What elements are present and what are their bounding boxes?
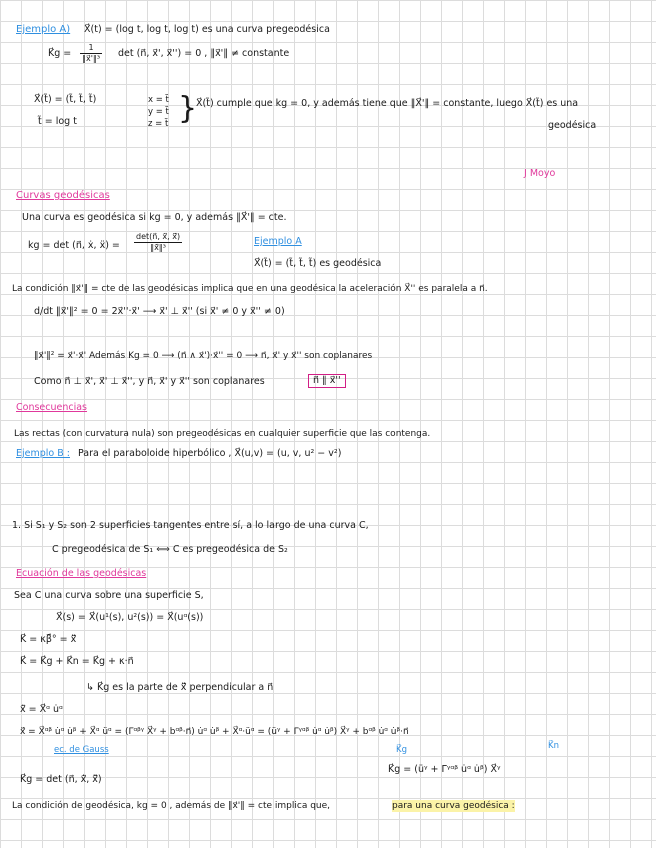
curve-parametrization: X⃗(s) = X⃗(u¹(s), u²(s)) = X⃗(uᵅ(s)) bbox=[56, 612, 204, 623]
kg-brace-label: K⃗g bbox=[396, 745, 407, 755]
gauss-equation-label: ec. de Gauss bbox=[54, 745, 109, 755]
ejemplo-a-geodesic: X⃗(t̃) = (t̃, t̃, t̃) es geodésica bbox=[254, 258, 382, 269]
param-brace: } bbox=[178, 91, 198, 126]
first-derivative: ẋ⃗ = X⃗ᵅ u̇ᵅ bbox=[20, 704, 63, 715]
kg-det-formula: kg = det (n⃗, ẋ, ẍ) = bbox=[28, 240, 120, 251]
curvature-decomposition: K⃗ = K⃗g + K⃗n = K⃗g + κ·n⃗ bbox=[20, 656, 134, 667]
ejemplo-a-ref: Ejemplo A bbox=[254, 236, 302, 247]
derivative-relation: d/dt ‖x⃗'‖² = 0 = 2x⃗''·x⃗' ⟶ x⃗' ⊥ x⃗'' (si x⃗' ≠ 0 y x⃗'' ≠ 0) bbox=[34, 306, 285, 317]
ejemplo-a-title: Ejemplo A) bbox=[16, 24, 71, 35]
author-signature: J Moyo bbox=[524, 168, 556, 179]
second-derivative: ẍ⃗ = X⃗ᵅᵝ u̇ᵅ u̇ᵝ + X⃗ᵅ üᵅ = (Γᵅᵝᵞ X⃗ᵞ + bᵅᵝ·n⃗) u̇ᵅ u̇ᵝ + X⃗ᵅ·üᵅ = (üᵞ + Γᵞᵅᵝ u̇ᵅ u̇ᵝ) X⃗ᵞ + bᵅᵝ u̇ᵅ u̇ᵝ·n⃗ bbox=[20, 727, 409, 737]
geodesic-condition-statement: La condición de geodésica, kg = 0 , además de ‖x⃗'‖ = cte implica que, bbox=[12, 801, 331, 811]
kn-brace-label: K⃗n bbox=[548, 741, 559, 751]
tangent-surfaces-statement: 1. Si S₁ y S₂ son 2 superficies tangentes entre sí, a lo largo de una curva C, bbox=[12, 520, 369, 531]
section-ecuacion-geodesicas: Ecuación de las geodésicas bbox=[16, 568, 147, 579]
kg-det-fraction-den: ‖ẋ⃗‖³ bbox=[150, 243, 167, 252]
kg-det-condition: det (n⃗, x⃗', x⃗'') = 0 , ‖x⃗'‖ ≠ constante bbox=[118, 48, 290, 59]
kg-det-final: K⃗g = det (n⃗, ẋ⃗, ẍ⃗) bbox=[20, 774, 102, 785]
kg-formula-label: K⃗g = bbox=[48, 48, 72, 59]
kg-perpendicular-note: ↳ K⃗g es la parte de ẍ⃗ perpendicular a n⃗ bbox=[86, 682, 274, 693]
consecuencia-rectas: Las rectas (con curvatura nula) son pregeodésicas en cualquier superficie que las contenga. bbox=[14, 429, 431, 439]
n-parallel-box: n⃗ ∥ x⃗'' bbox=[308, 374, 346, 388]
tangent-surfaces-equivalence: C pregeodésica de S₁ ⟺ C es pregeodésica de S₂ bbox=[52, 544, 288, 555]
reparam-t: t̃ = log t bbox=[38, 116, 77, 127]
como-relation: Como n⃗ ⊥ x⃗', x⃗' ⊥ x⃗'', y n⃗, x⃗' y x⃗'' son coplanares bbox=[34, 376, 265, 387]
reparam-conclusion: X⃗(t̃) cumple que kg = 0, y además tiene que ‖X⃗'‖ = constante, luego X⃗(t̃) es una bbox=[196, 98, 579, 109]
section-consecuencias: Consecuencias bbox=[16, 402, 88, 413]
reparam-conclusion-end: geodésica bbox=[548, 120, 597, 131]
param-y: y = t̃ bbox=[148, 107, 169, 117]
kg-det-fraction-num: det(n⃗, ẋ⃗, ẍ⃗) bbox=[136, 232, 181, 241]
kg-fraction-num: 1 bbox=[80, 43, 102, 54]
geodesic-condition-highlight: para una curva geodésica : bbox=[392, 801, 515, 811]
kg-det-fraction bbox=[134, 232, 182, 253]
param-x: x = t̃ bbox=[148, 95, 169, 105]
section-curvas-geodesicas: Curvas geodésicas bbox=[16, 190, 110, 201]
ejemplo-b-paraboloid: Para el paraboloide hiperbólico , X⃗(u,v) = (u, v, u² − v²) bbox=[78, 448, 342, 459]
condition-acceleration: La condición ‖x⃗'‖ = cte de las geodésicas implica que en una geodésica la aceleración X⃗'' es paralela a n⃗. bbox=[12, 284, 488, 294]
kg-christoffel-form: K⃗g = (üᵞ + Γᵞᵅᵝ u̇ᵅ u̇ᵝ) X⃗ᵞ bbox=[388, 764, 501, 775]
curvature-vector: K⃗ = κβ⃗° = ẍ⃗ bbox=[20, 634, 77, 645]
param-z: z = t̃ bbox=[148, 119, 169, 129]
kg-fraction-den: ‖x⃗'‖³ bbox=[82, 54, 101, 63]
curve-on-surface: Sea C una curva sobre una superficie S, bbox=[14, 590, 204, 601]
geodesic-definition: Una curva es geodésica si kg = 0, y además ‖X⃗'‖ = cte. bbox=[22, 212, 287, 223]
reparam-curve: X⃗(t̃) = (t̃, t̃, t̃) bbox=[34, 94, 97, 105]
coplanar-relation: ‖x⃗'‖² = x⃗'·x⃗' Además Kg = 0 ⟶ (n⃗ ∧ x⃗')·x⃗'' = 0 ⟶ n⃗, x⃗' y x⃗'' son coplanares bbox=[34, 351, 373, 361]
kg-fraction bbox=[80, 43, 102, 64]
ejemplo-a-curve: X⃗(t) = (log t, log t, log t) es una curva pregeodésica bbox=[84, 24, 330, 35]
ejemplo-b-title: Ejemplo B : bbox=[16, 448, 70, 459]
